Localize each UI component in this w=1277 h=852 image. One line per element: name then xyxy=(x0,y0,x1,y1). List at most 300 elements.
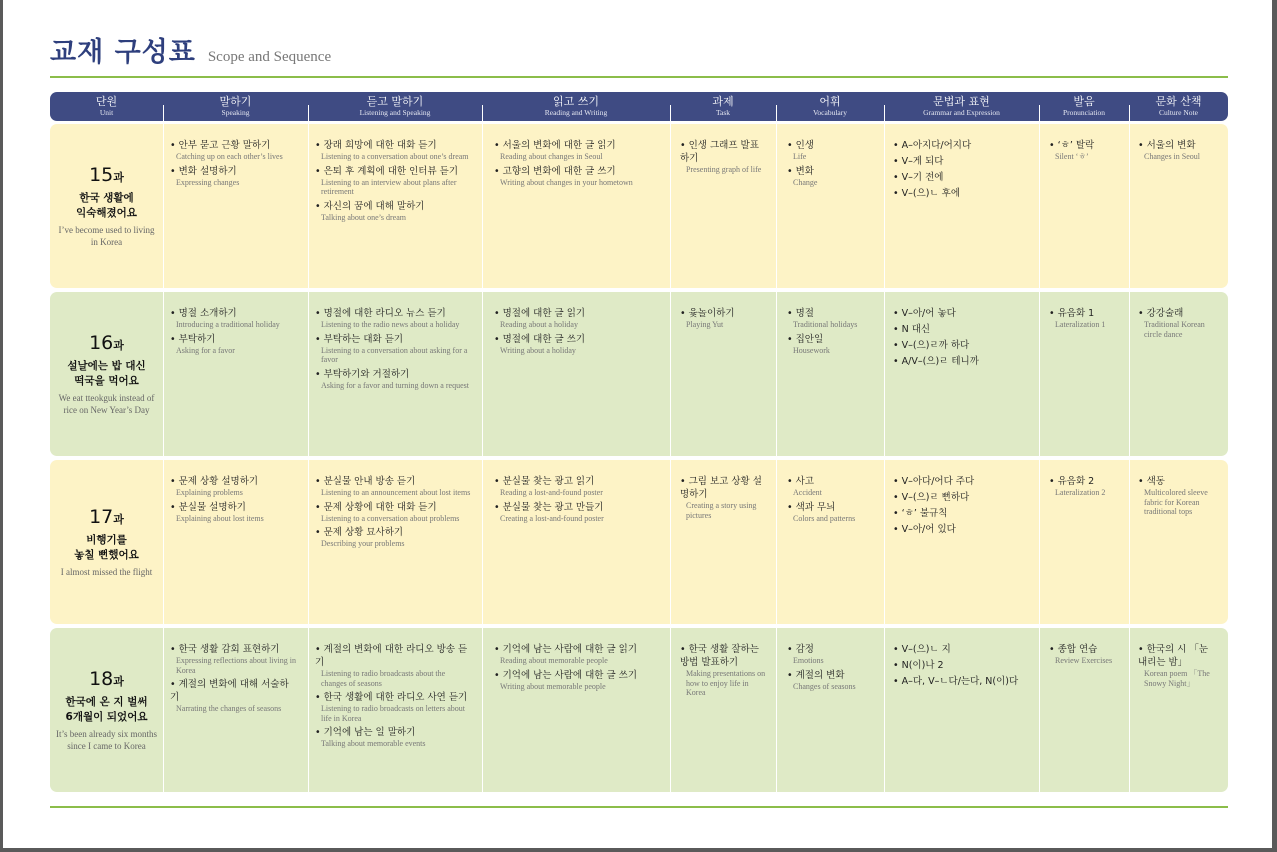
header-sublabel: Vocabulary xyxy=(812,108,848,117)
item-korean: • 부탁하기와 거절하기 xyxy=(315,368,410,380)
cell-listening-speaking xyxy=(315,139,472,225)
header-separator xyxy=(308,105,309,121)
header-label: 과제 xyxy=(712,95,734,108)
list-item xyxy=(494,643,660,666)
item-english: Listening to an interview about plans after retirement xyxy=(321,177,457,196)
column-divider xyxy=(670,124,671,288)
list-item xyxy=(893,187,1029,200)
cell-reading-writing xyxy=(494,475,660,526)
list-item xyxy=(787,475,874,498)
item-english: Creating a story using pictures xyxy=(686,501,757,520)
item-korean: • 분실물 찾는 광고 읽기 xyxy=(494,476,595,487)
item-korean: • ‘ㅎ’ 불규칙 xyxy=(893,508,948,519)
column-divider xyxy=(1039,628,1040,792)
cell-vocabulary xyxy=(787,475,874,526)
header-separator xyxy=(884,105,885,121)
list-item xyxy=(170,139,296,162)
unit-number: 16과 xyxy=(89,332,124,354)
list-item xyxy=(893,675,1029,688)
column-divider xyxy=(482,124,483,288)
unit-english-title: It’s been already six months since I came to Korea xyxy=(56,729,157,751)
cell-task xyxy=(680,139,766,178)
item-korean: • 명절 소개하기 xyxy=(170,308,237,319)
unit-cell-content xyxy=(50,332,163,416)
item-korean: • 은퇴 후 계획에 대한 인터뷰 듣기 xyxy=(315,165,459,177)
list-item xyxy=(680,643,766,698)
column-divider xyxy=(1039,124,1040,288)
item-english: Explaining about lost items xyxy=(176,513,264,523)
header-sublabel: Listening and Speaking xyxy=(359,108,431,117)
column-divider xyxy=(482,292,483,456)
column-divider xyxy=(308,124,309,288)
item-english: Listening to the radio news about a holiday xyxy=(321,320,460,329)
list-item xyxy=(494,139,660,162)
list-item xyxy=(1138,307,1220,339)
item-english: Emotions xyxy=(793,656,824,665)
unit-title-line: 한국에 온 지 벌써 xyxy=(65,696,148,708)
column-divider xyxy=(1129,292,1130,456)
item-korean: • 문제 상황 묘사하기 xyxy=(315,527,404,538)
item-korean: • 사고 xyxy=(787,476,814,487)
item-english: Life xyxy=(793,152,807,161)
item-english: Housework xyxy=(793,345,830,355)
column-divider xyxy=(776,124,777,288)
header-sublabel: Task xyxy=(715,108,731,117)
item-english: Lateralization 2 xyxy=(1055,488,1106,497)
item-korean: • 유음화 1 xyxy=(1049,308,1095,319)
unit-row xyxy=(50,460,1228,624)
list-item xyxy=(315,165,472,197)
item-korean: • A–다, V–ㄴ다/는다, N(이)다 xyxy=(893,676,1019,687)
item-english: Reading about memorable people xyxy=(500,656,608,665)
column-divider xyxy=(1129,460,1130,624)
list-item xyxy=(787,669,874,692)
header-unit xyxy=(50,92,163,121)
list-item xyxy=(893,339,1029,352)
item-english: Listening to a conversation about problems xyxy=(321,513,460,523)
column-divider xyxy=(884,292,885,456)
item-english: Silent ‘ㅎ’ xyxy=(1055,152,1089,161)
cell-listening-speaking xyxy=(315,643,472,752)
list-item xyxy=(787,643,874,666)
item-english: Describing your problems xyxy=(321,539,405,548)
item-english: Listening to an announcement about lost items xyxy=(321,488,471,497)
item-korean: • 한국 생활에 대한 라디오 사연 듣기 xyxy=(315,692,468,703)
item-english: Catching up on each other’s lives xyxy=(176,152,283,161)
header-speaking xyxy=(163,92,308,121)
item-korean: • 한국 생활 감회 표현하기 xyxy=(170,644,280,655)
item-korean: • 기억에 남는 일 말하기 xyxy=(315,727,416,738)
item-korean: • 명절에 대한 글 쓰기 xyxy=(494,333,586,345)
item-korean: • V–아다/어다 주다 xyxy=(893,476,975,487)
unit-cell xyxy=(50,628,163,792)
unit-title xyxy=(50,191,163,221)
document-page xyxy=(3,0,1272,848)
list-item xyxy=(170,475,296,498)
page-title xyxy=(50,30,331,70)
item-english: Talking about one’s dream xyxy=(321,212,406,222)
item-english: Traditional holidays xyxy=(793,320,858,329)
item-korean: • 부탁하는 대화 듣기 xyxy=(315,333,404,345)
list-item xyxy=(494,333,660,356)
item-english: Changes of seasons xyxy=(793,681,856,691)
list-item xyxy=(680,475,766,520)
item-korean: • V–(으)ㄴ 지 xyxy=(893,644,951,655)
item-english: Listening to a conversation about one’s dream xyxy=(321,152,469,161)
unit-title-line: 비행기를 xyxy=(86,534,127,546)
list-item xyxy=(1049,139,1119,162)
unit-cell-content xyxy=(50,506,163,578)
item-english: Playing Yut xyxy=(686,320,724,329)
item-korean: • 분실물 찾는 광고 만들기 xyxy=(494,501,604,513)
header-label: 어휘 xyxy=(819,95,841,108)
item-korean: • 자신의 꿈에 대해 말하기 xyxy=(315,200,425,212)
column-divider xyxy=(163,460,164,624)
title-korean: 교재 구성표 xyxy=(50,37,196,68)
header-sublabel: Culture Note xyxy=(1159,108,1198,117)
item-english: Reading about changes in Seoul xyxy=(500,152,603,161)
list-item xyxy=(893,323,1029,336)
item-korean: • 색동 xyxy=(1138,476,1165,487)
item-english: Writing about a holiday xyxy=(500,345,576,355)
column-divider xyxy=(308,292,309,456)
top-rule xyxy=(50,76,1228,78)
item-korean: • 유음화 2 xyxy=(1049,476,1095,487)
list-item xyxy=(494,475,660,498)
item-korean: • V–(으)ㄹ 뻔하다 xyxy=(893,492,970,503)
list-item xyxy=(315,368,472,391)
item-korean: • 한국의 시 「눈 내리는 밤」 xyxy=(1138,644,1209,668)
unit-suffix: 과 xyxy=(113,339,124,352)
item-korean: • 계절의 변화에 대한 라디오 방송 듣기 xyxy=(315,644,468,668)
header-sublabel: Pronunciation xyxy=(1062,108,1106,117)
column-divider xyxy=(482,628,483,792)
item-english: Writing about memorable people xyxy=(500,681,606,691)
header-sublabel: Speaking xyxy=(221,108,250,117)
unit-suffix: 과 xyxy=(113,675,124,688)
item-korean: • 기억에 남는 사람에 대한 글 읽기 xyxy=(494,644,638,655)
cell-vocabulary xyxy=(787,139,874,190)
item-korean: • 문제 상황에 대한 대화 듣기 xyxy=(315,501,437,513)
unit-row xyxy=(50,124,1228,288)
list-item xyxy=(1049,643,1119,666)
column-divider xyxy=(670,292,671,456)
item-korean: • 색과 무늬 xyxy=(787,501,836,513)
list-item xyxy=(170,501,296,524)
list-item xyxy=(315,501,472,524)
item-english: Introducing a traditional holiday xyxy=(176,320,280,329)
list-item xyxy=(1049,307,1119,330)
column-divider xyxy=(776,628,777,792)
item-korean: • V–아/어 있다 xyxy=(893,524,956,535)
column-divider xyxy=(163,124,164,288)
list-item xyxy=(315,691,472,723)
cell-reading-writing xyxy=(494,139,660,190)
list-item xyxy=(680,307,766,330)
list-item xyxy=(893,355,1029,368)
list-item xyxy=(893,659,1029,672)
unit-title xyxy=(50,359,163,389)
item-korean: • ‘ㅎ’ 탈락 xyxy=(1049,140,1095,151)
item-korean: • 종합 연습 xyxy=(1049,644,1098,655)
column-divider xyxy=(163,292,164,456)
bottom-rule xyxy=(50,806,1228,808)
cell-grammar xyxy=(893,139,1029,203)
list-item xyxy=(170,165,296,188)
cell-reading-writing xyxy=(494,643,660,694)
item-korean: • A/V–(으)ㄹ 테니까 xyxy=(893,356,979,367)
unit-title-line: 떡국을 먹어요 xyxy=(74,375,139,387)
cell-vocabulary xyxy=(787,643,874,694)
unit-number: 15과 xyxy=(89,164,124,186)
unit-row xyxy=(50,292,1228,456)
item-english: Asking for a favor and turning down a request xyxy=(321,380,469,390)
item-korean: • V–게 되다 xyxy=(893,156,944,167)
list-item xyxy=(315,526,472,549)
unit-title xyxy=(50,533,163,563)
title-english: Scope and Sequence xyxy=(207,49,332,65)
cell-task xyxy=(680,643,766,701)
list-item xyxy=(893,139,1029,152)
cell-task xyxy=(680,475,766,523)
list-item xyxy=(170,643,296,675)
header-sublabel: Grammar and Expression xyxy=(923,108,1000,117)
column-divider xyxy=(1129,124,1130,288)
unit-title-line: 설날에는 밥 대신 xyxy=(67,360,146,372)
header-grammar xyxy=(884,92,1039,121)
item-english: Making presentations on how to enjoy life in Korea xyxy=(686,669,766,697)
list-item xyxy=(315,475,472,498)
list-item xyxy=(893,643,1029,656)
table-header xyxy=(50,92,1228,121)
header-label: 문법과 표현 xyxy=(933,95,990,108)
item-korean: • 명절에 대한 글 읽기 xyxy=(494,308,586,319)
item-korean: • A–아지다/어지다 xyxy=(893,140,972,151)
item-korean: • 서울의 변화 xyxy=(1138,140,1196,151)
column-divider xyxy=(884,628,885,792)
list-item xyxy=(315,333,472,365)
item-korean: • 인생 그래프 발표하기 xyxy=(680,140,759,164)
list-item xyxy=(680,139,766,175)
item-english: Traditional Korean circle dance xyxy=(1144,320,1205,339)
item-korean: • N(이)나 2 xyxy=(893,660,944,671)
unit-title-line: 익숙해졌어요 xyxy=(76,207,137,219)
cell-reading-writing xyxy=(494,307,660,358)
header-listening-speaking xyxy=(308,92,482,121)
column-divider xyxy=(776,460,777,624)
cell-culture-note xyxy=(1138,475,1220,520)
list-item xyxy=(787,501,874,524)
cell-grammar xyxy=(893,643,1029,691)
header-reading-writing xyxy=(482,92,670,121)
column-divider xyxy=(1039,460,1040,624)
item-english: Colors and patterns xyxy=(793,513,856,523)
list-item xyxy=(315,139,472,162)
column-divider xyxy=(308,628,309,792)
cell-culture-note xyxy=(1138,643,1220,691)
header-sublabel: Unit xyxy=(99,108,114,117)
header-label: 읽고 쓰기 xyxy=(552,95,599,108)
unit-row xyxy=(50,628,1228,792)
list-item xyxy=(170,333,296,356)
unit-cell-content xyxy=(50,164,163,248)
list-item xyxy=(893,523,1029,536)
cell-grammar xyxy=(893,475,1029,539)
list-item xyxy=(787,333,874,356)
unit-number: 18과 xyxy=(89,668,124,690)
cell-listening-speaking xyxy=(315,475,472,552)
header-separator xyxy=(776,105,777,121)
item-english: Review Exercises xyxy=(1055,656,1113,665)
header-separator xyxy=(670,105,671,121)
list-item xyxy=(494,669,660,692)
cell-vocabulary xyxy=(787,307,874,358)
list-item xyxy=(893,155,1029,168)
column-divider xyxy=(1129,628,1130,792)
unit-cell xyxy=(50,124,163,288)
header-task xyxy=(670,92,776,121)
unit-english-title: We eat tteokguk instead of rice on New Year’s Day xyxy=(58,393,155,415)
cell-pronunciation xyxy=(1049,643,1119,669)
cell-speaking xyxy=(170,139,296,190)
item-korean: • V–아/어 놓다 xyxy=(893,308,956,319)
cell-task xyxy=(680,307,766,333)
unit-english-title: I’ve become used to living in Korea xyxy=(58,225,155,247)
unit-cell xyxy=(50,460,163,624)
item-korean: • 계절의 변화에 대해 서술하기 xyxy=(170,679,289,703)
item-english: Listening to radio broadcasts on letters about life in Korea xyxy=(321,704,465,723)
list-item xyxy=(893,307,1029,320)
item-korean: • 감정 xyxy=(787,644,814,655)
list-item xyxy=(494,307,660,330)
header-label: 단원 xyxy=(95,95,118,108)
list-item xyxy=(893,491,1029,504)
cell-pronunciation xyxy=(1049,139,1119,165)
list-item xyxy=(787,307,874,330)
list-item xyxy=(494,165,660,188)
item-korean: • 기억에 남는 사람에 대한 글 쓰기 xyxy=(494,669,638,681)
unit-cell xyxy=(50,292,163,456)
item-korean: • V–(으)ㄹ까 하다 xyxy=(893,340,970,351)
column-divider xyxy=(670,460,671,624)
list-item xyxy=(494,501,660,524)
cell-listening-speaking xyxy=(315,307,472,393)
item-korean: • 윷놀이하기 xyxy=(680,308,735,319)
item-korean: • 변화 설명하기 xyxy=(170,165,237,177)
cell-speaking xyxy=(170,643,296,717)
unit-suffix: 과 xyxy=(113,513,124,526)
item-english: Expressing reflections about living in Korea xyxy=(176,656,296,675)
item-korean: • 한국 생활 잘하는 방법 발표하기 xyxy=(680,644,759,668)
item-korean: • 명절 xyxy=(787,308,814,319)
list-item xyxy=(1049,475,1119,498)
unit-number: 17과 xyxy=(89,506,124,528)
item-korean: • 집안일 xyxy=(787,333,824,345)
cell-grammar xyxy=(893,307,1029,371)
item-english: Korean poem 「The Snowy Night」 xyxy=(1144,669,1210,688)
item-english: Changes in Seoul xyxy=(1144,152,1200,161)
column-divider xyxy=(884,124,885,288)
item-english: Creating a lost-and-found poster xyxy=(500,513,604,523)
unit-cell-content xyxy=(50,668,163,752)
item-korean: • 인생 xyxy=(787,140,814,151)
item-english: Asking for a favor xyxy=(176,345,235,355)
cell-pronunciation xyxy=(1049,307,1119,333)
unit-title-line: 한국 생활에 xyxy=(79,192,134,204)
header-label: 말하기 xyxy=(219,95,252,108)
unit-title xyxy=(50,695,163,725)
item-korean: • V–기 전에 xyxy=(893,172,944,183)
list-item xyxy=(1138,475,1220,517)
column-divider xyxy=(163,628,164,792)
cell-culture-note xyxy=(1138,139,1220,165)
unit-title-line: 놓칠 뻔했어요 xyxy=(74,549,139,561)
column-divider xyxy=(482,460,483,624)
item-english: Change xyxy=(793,177,818,187)
item-korean: • 문제 상황 설명하기 xyxy=(170,476,259,487)
item-korean: • 고향의 변화에 대한 글 쓰기 xyxy=(494,165,616,177)
item-korean: • 안부 묻고 근황 말하기 xyxy=(170,140,271,151)
list-item xyxy=(893,475,1029,488)
header-separator xyxy=(1129,105,1130,121)
header-separator xyxy=(1039,105,1040,121)
list-item xyxy=(1138,643,1220,688)
item-english: Lateralization 1 xyxy=(1055,320,1106,329)
header-vocabulary xyxy=(776,92,884,121)
list-item xyxy=(315,726,472,749)
header-culture-note xyxy=(1129,92,1228,121)
item-korean: • 부탁하기 xyxy=(170,333,216,345)
column-divider xyxy=(776,292,777,456)
item-english: Writing about changes in your hometown xyxy=(500,177,633,187)
item-english: Listening to a conversation about asking for a favor xyxy=(321,345,468,364)
unit-title-line: 6개월이 되었어요 xyxy=(65,711,148,723)
item-korean: • 서울의 변화에 대한 글 읽기 xyxy=(494,140,616,151)
list-item xyxy=(787,139,874,162)
column-divider xyxy=(308,460,309,624)
item-korean: • 장래 희망에 대한 대화 듣기 xyxy=(315,140,437,151)
list-item xyxy=(787,165,874,188)
item-korean: • V–(으)ㄴ 후에 xyxy=(893,188,961,199)
item-korean: • 그림 보고 상황 설명하기 xyxy=(680,476,762,500)
item-english: Talking about memorable events xyxy=(321,739,426,748)
header-pronunciation xyxy=(1039,92,1129,121)
list-item xyxy=(1138,139,1220,162)
cell-pronunciation xyxy=(1049,475,1119,501)
list-item xyxy=(893,507,1029,520)
header-sublabel: Reading and Writing xyxy=(544,108,608,117)
list-item xyxy=(170,678,296,714)
item-korean: • 분실물 안내 방송 듣기 xyxy=(315,476,416,487)
unit-suffix: 과 xyxy=(113,171,124,184)
item-korean: • 명절에 대한 라디오 뉴스 듣기 xyxy=(315,308,446,319)
list-item xyxy=(315,307,472,330)
item-english: Expressing changes xyxy=(176,177,240,187)
item-english: Narrating the changes of seasons xyxy=(176,704,282,713)
header-label: 듣고 말하기 xyxy=(366,95,424,108)
item-korean: • 강강술래 xyxy=(1138,308,1184,319)
column-divider xyxy=(884,460,885,624)
item-korean: • 분실물 설명하기 xyxy=(170,501,246,513)
item-english: Multicolored sleeve fabric for Korean traditional tops xyxy=(1144,488,1208,516)
item-english: Explaining problems xyxy=(176,488,243,497)
item-english: Reading a lost-and-found poster xyxy=(500,488,603,497)
item-korean: • N 대신 xyxy=(893,324,931,335)
cell-speaking xyxy=(170,475,296,526)
column-divider xyxy=(1039,292,1040,456)
list-item xyxy=(170,307,296,330)
item-korean: • 계절의 변화 xyxy=(787,669,845,681)
